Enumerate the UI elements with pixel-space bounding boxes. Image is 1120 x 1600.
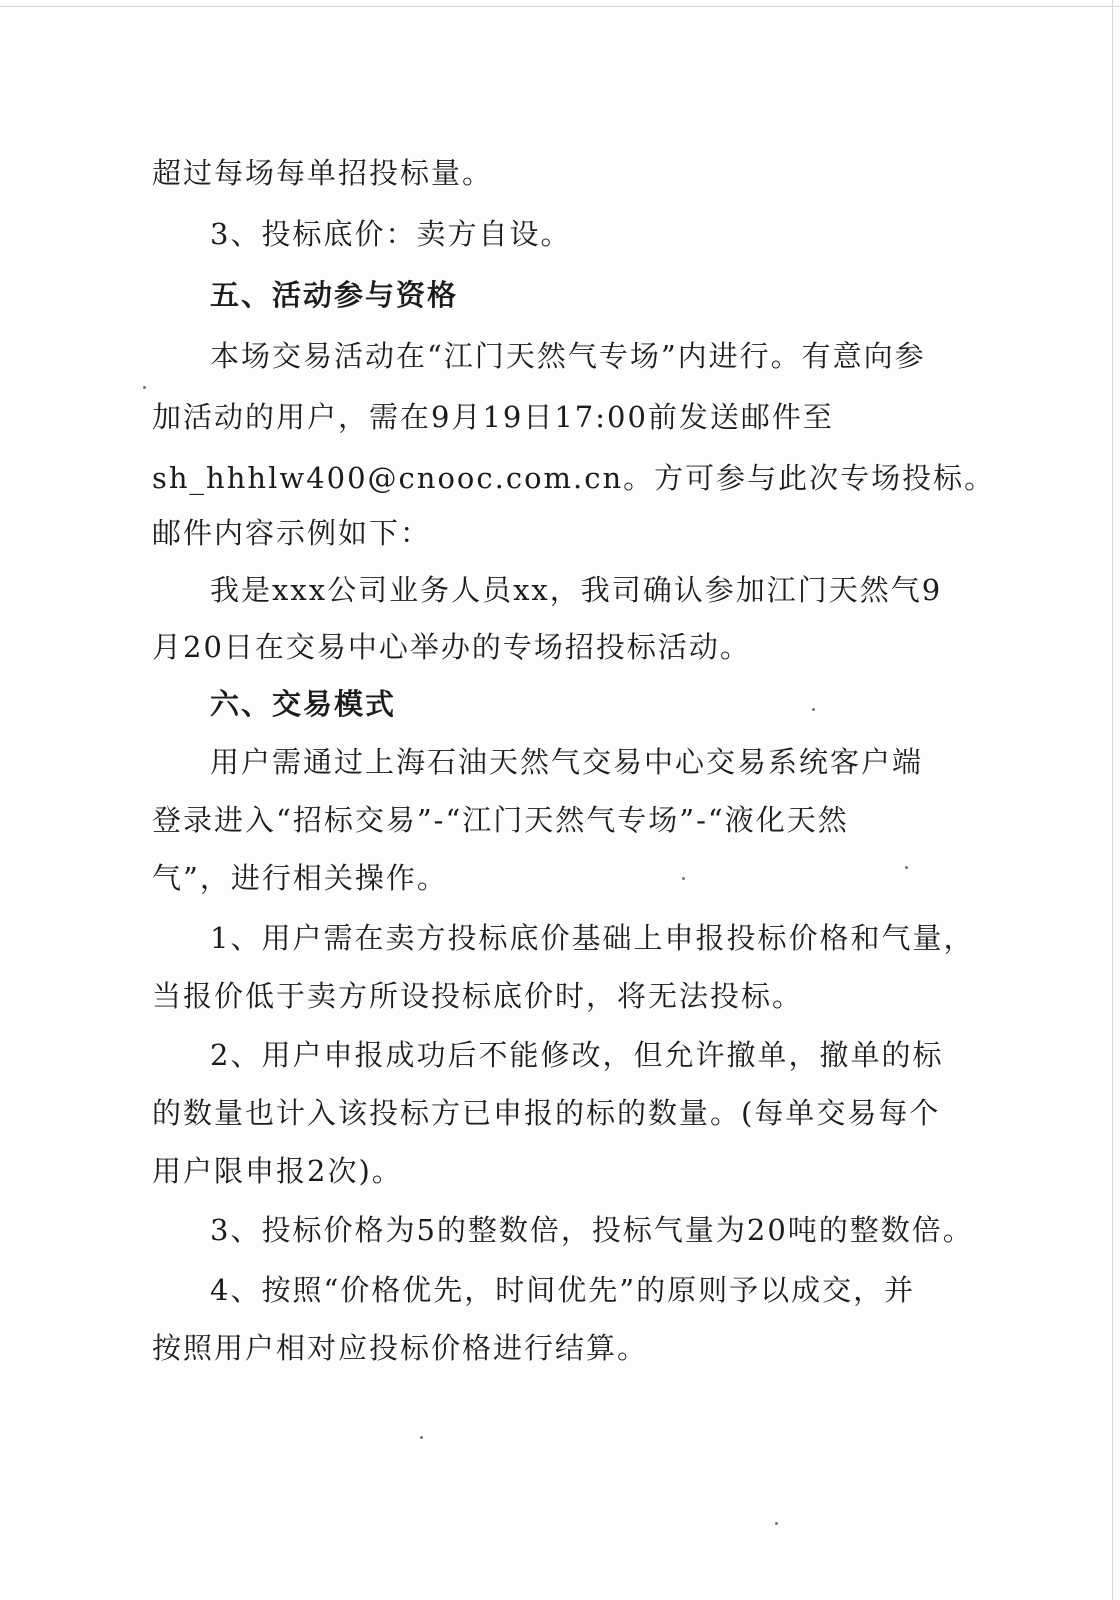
text-line: 我是xxx公司业务人员xx，我司确认参加江门天然气9 [210, 573, 943, 607]
text-line: 气”，进行相关操作。 [152, 861, 448, 895]
scan-dot [812, 708, 815, 711]
text-line: 加活动的用户，需在9月19日17:00前发送邮件至 [152, 400, 834, 434]
scan-dot [905, 866, 908, 869]
text-line: 用户需通过上海石油天然气交易中心交易系统客户端 [210, 745, 924, 779]
text-line: 当报价低于卖方所设投标底价时，将无法投标。 [152, 979, 804, 1013]
text-line: 的数量也计入该投标方已申报的标的数量。(每单交易每个 [152, 1096, 941, 1130]
text-line: 按照用户相对应投标价格进行结算。 [152, 1331, 649, 1365]
section-heading: 五、活动参与资格 [210, 278, 459, 312]
text-line: 3、投标价格为5的整数倍，投标气量为20吨的整数倍。 [210, 1213, 974, 1247]
scan-dot [682, 877, 685, 880]
scan-edge-top [0, 6, 1120, 7]
text-line: 1、用户需在卖方投标底价基础上申报投标价格和气量， [210, 921, 975, 955]
text-line: 本场交易活动在“江门天然气专场”内进行。有意向参 [210, 339, 926, 373]
section-heading: 六、交易模式 [210, 687, 397, 721]
scan-dot [143, 386, 146, 389]
scan-edge-right [1112, 0, 1113, 1600]
text-line: 3、投标底价：卖方自设。 [210, 217, 572, 251]
scan-dot [775, 1522, 778, 1525]
text-line: 用户限申报2次)。 [152, 1154, 403, 1188]
scan-dot [420, 1436, 423, 1439]
text-line: 2、用户申报成功后不能修改，但允许撤单，撤单的标 [210, 1038, 944, 1072]
text-line: sh_hhhlw400@cnooc.com.cn。方可参与此次专场投标。 [152, 461, 996, 495]
text-line: 邮件内容示例如下： [152, 516, 432, 550]
text-line: 4、按照“价格优先，时间优先”的原则予以成交，并 [210, 1273, 916, 1307]
text-line: 登录进入“招标交易”-“江门天然气专场”-“液化天然 [152, 803, 849, 837]
text-line: 超过每场每单招投标量。 [152, 156, 494, 190]
text-line: 月20日在交易中心举办的专场招投标活动。 [152, 630, 751, 664]
